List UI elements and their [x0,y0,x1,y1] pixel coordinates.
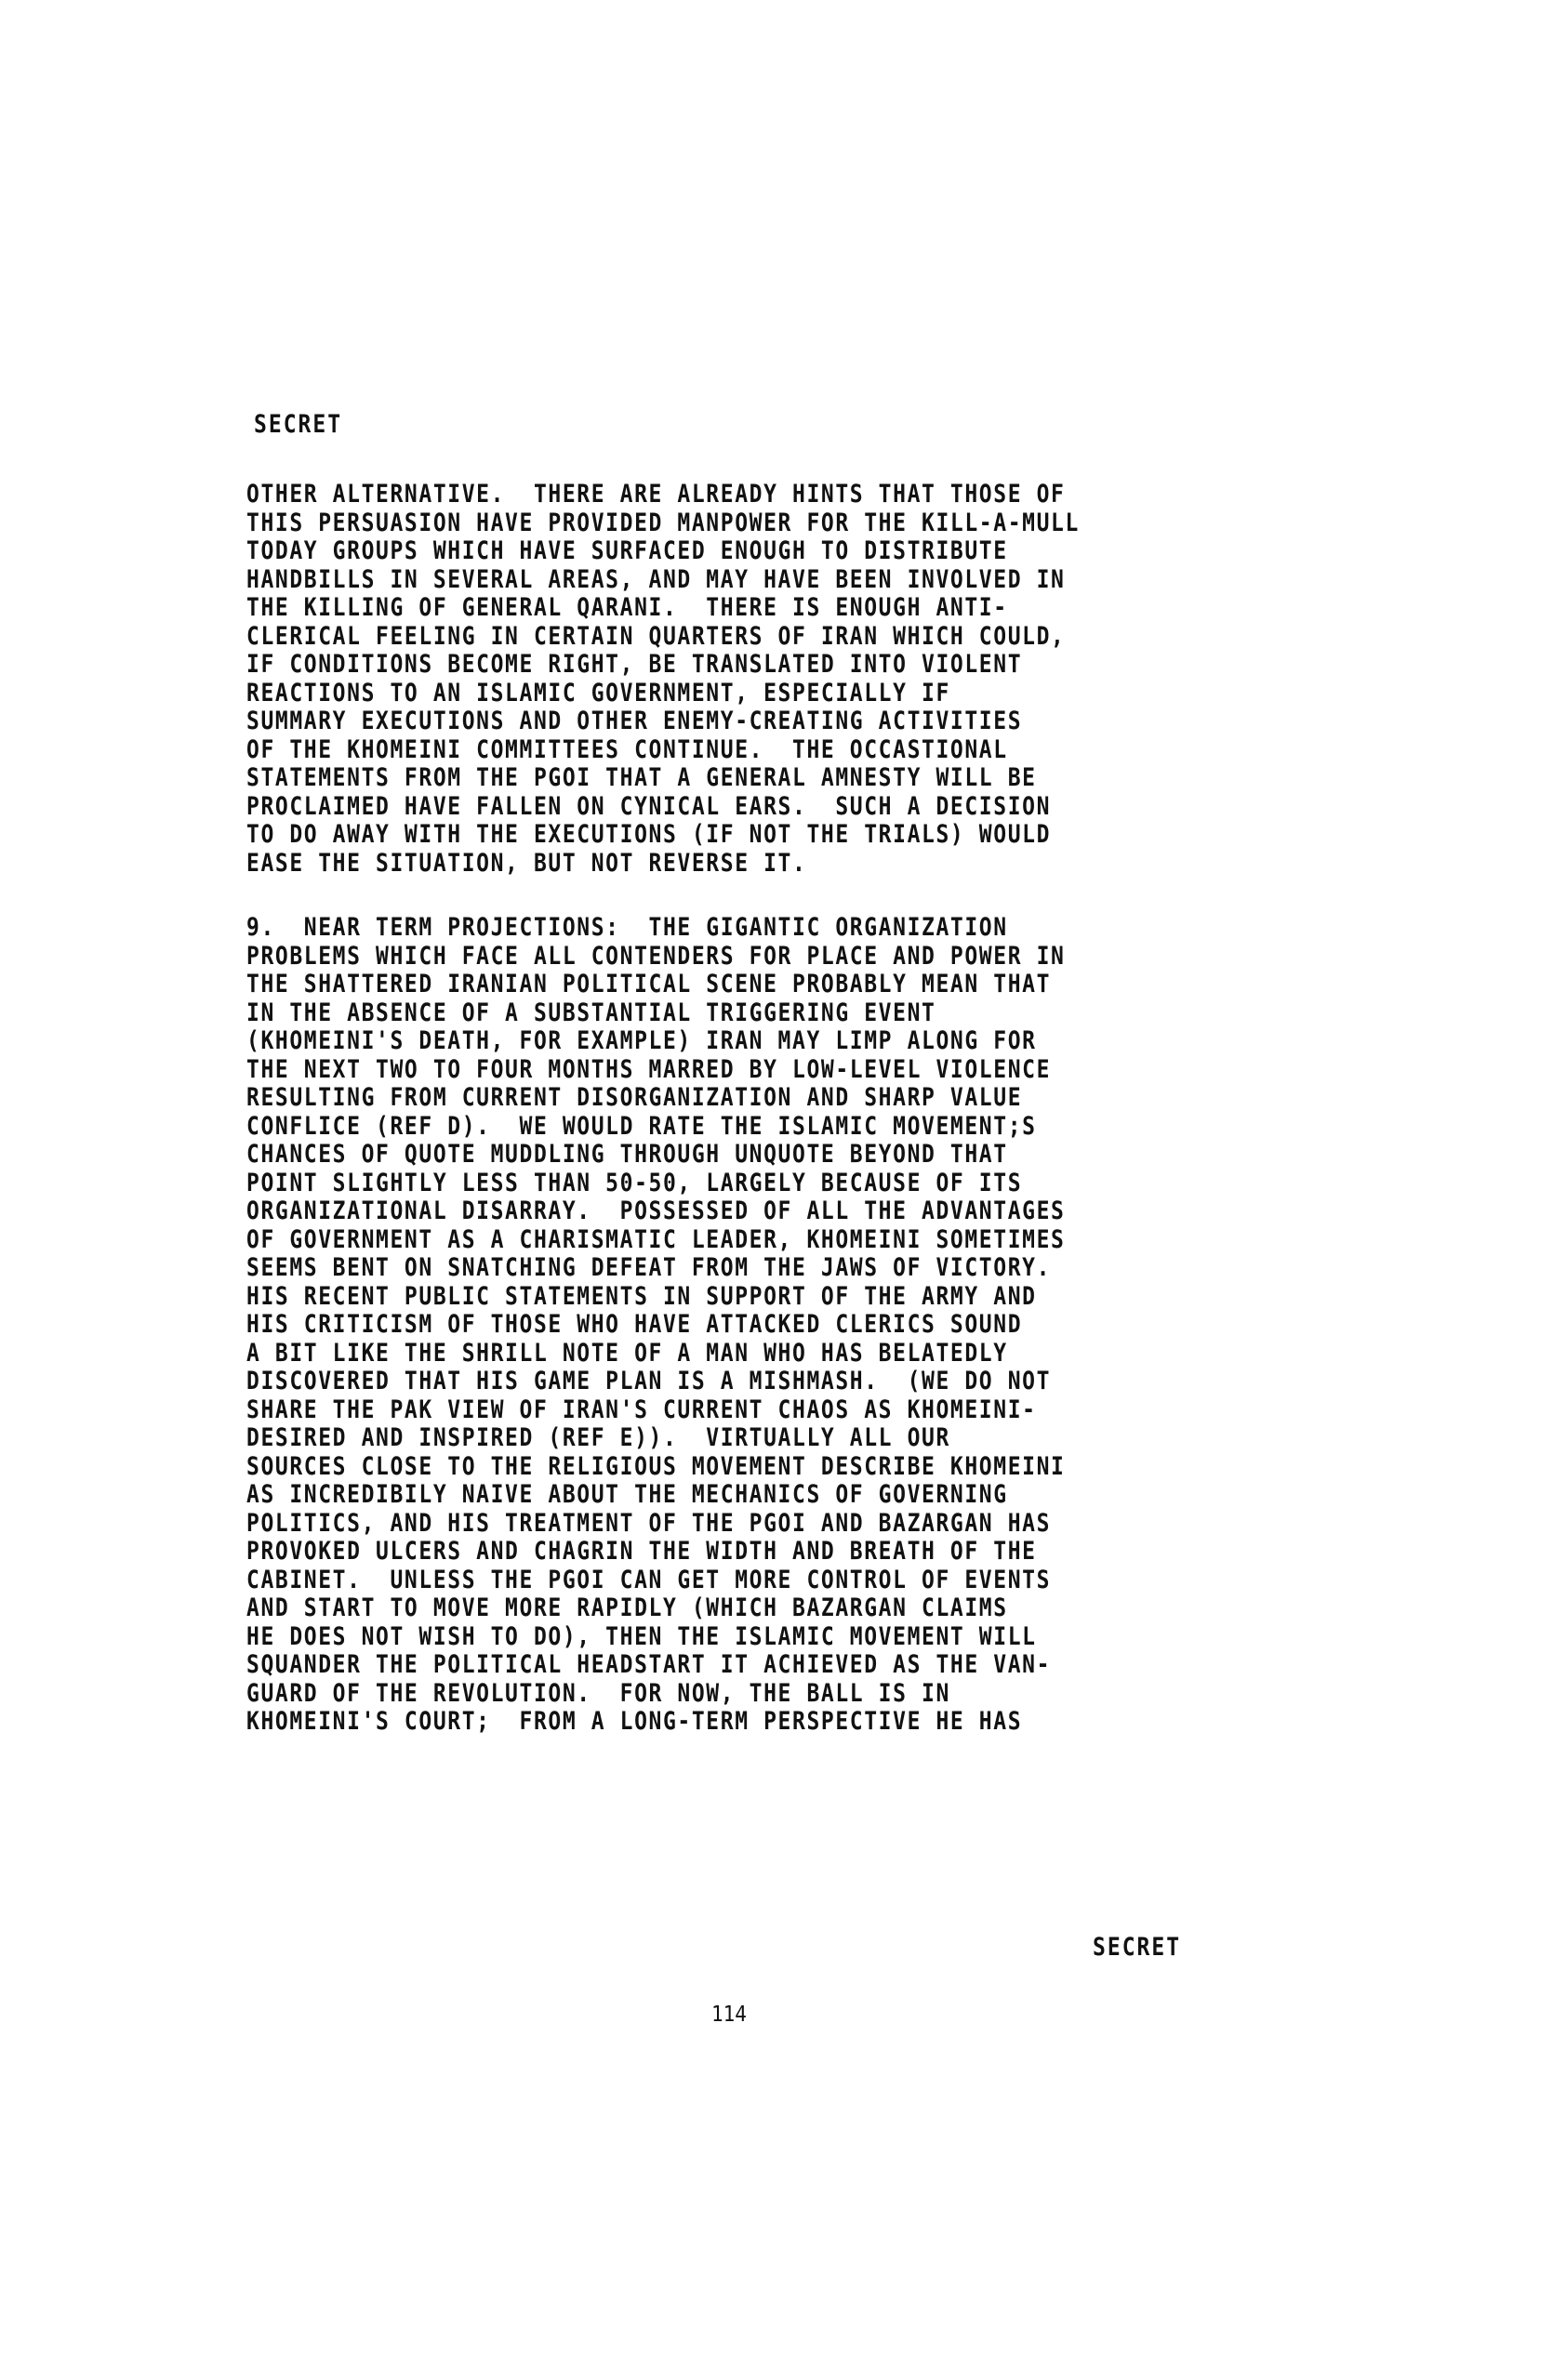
classification-header: SECRET [254,411,343,439]
text-line: DISCOVERED THAT HIS GAME PLAN IS A MISHMASH. (WE DO NOT [246,1368,1052,1395]
text-line: OF THE KHOMEINI COMMITTEES CONTINUE. THE OCCASTIONAL [246,735,1008,764]
text-line: CHANCES OF QUOTE MUDDLING THROUGH UNQUOTE BEYOND THAT [246,1141,1008,1169]
text-line: REACTIONS TO AN ISLAMIC GOVERNMENT, ESPECIALLY IF [246,679,950,707]
text-line: ORGANIZATIONAL DISARRAY. POSSESSED OF ALL THE ADVANTAGES [246,1197,1066,1225]
text-line: HIS RECENT PUBLIC STATEMENTS IN SUPPORT OF THE ARMY AND [246,1282,1037,1311]
text-line: SEEMS BENT ON SNATCHING DEFEAT FROM THE JAWS OF VICTORY. [246,1254,1052,1282]
paragraph-1 [246,481,1297,878]
text-line: POINT SLIGHTLY LESS THAN 50-50, LARGELY BECAUSE OF ITS [246,1169,1023,1197]
text-line: TODAY GROUPS WHICH HAVE SURFACED ENOUGH TO DISTRIBUTE [246,537,1008,565]
text-line: GUARD OF THE REVOLUTION. FOR NOW, THE BALL IS IN [246,1679,950,1708]
text-line: HIS CRITICISM OF THOSE WHO HAVE ATTACKED CLERICS SOUND [246,1311,1023,1339]
text-line: DESIRED AND INSPIRED (REF E)). VIRTUALLY ALL OUR [246,1424,950,1452]
text-line: SUMMARY EXECUTIONS AND OTHER ENEMY-CREATING ACTIVITIES [246,707,1023,735]
text-line: THE KILLING OF GENERAL QARANI. THERE IS ENOUGH ANTI- [246,594,1008,622]
text-line: RESULTING FROM CURRENT DISORGANIZATION AND SHARP VALUE [246,1084,1023,1112]
text-line: OTHER ALTERNATIVE. THERE ARE ALREADY HINTS THAT THOSE OF [246,481,1066,509]
text-line: SQUANDER THE POLITICAL HEADSTART IT ACHIEVED AS THE VAN- [246,1651,1052,1679]
text-line: AND START TO MOVE MORE RAPIDLY (WHICH BAZARGAN CLAIMS [246,1594,1008,1622]
text-line: SHARE THE PAK VIEW OF IRAN'S CURRENT CHAOS AS KHOMEINI- [246,1395,1037,1424]
text-line: THE SHATTERED IRANIAN POLITICAL SCENE PROBABLY MEAN THAT [246,971,1052,998]
text-line: 9. NEAR TERM PROJECTIONS: THE GIGANTIC ORGANIZATION [246,914,1008,942]
text-line: TO DO AWAY WITH THE EXECUTIONS (IF NOT THE TRIALS) WOULD [246,821,1052,849]
paragraph-2 [246,914,1297,1737]
text-line: KHOMEINI'S COURT; FROM A LONG-TERM PERSPECTIVE HE HAS [246,1708,1023,1736]
text-line: AS INCREDIBILY NAIVE ABOUT THE MECHANICS OF GOVERNING [246,1481,1008,1509]
text-line: PROVOKED ULCERS AND CHAGRIN THE WIDTH AND BREATH OF THE [246,1538,1037,1566]
text-line: EASE THE SITUATION, BUT NOT REVERSE IT. [246,849,807,878]
text-line: OF GOVERNMENT AS A CHARISMATIC LEADER, KHOMEINI SOMETIMES [246,1225,1066,1254]
text-line: IF CONDITIONS BECOME RIGHT, BE TRANSLATED INTO VIOLENT [246,651,1023,679]
text-line: THIS PERSUASION HAVE PROVIDED MANPOWER FOR THE KILL-A-MULL [246,509,1080,537]
text-line: PROCLAIMED HAVE FALLEN ON CYNICAL EARS. SUCH A DECISION [246,792,1052,821]
text-line: CLERICAL FEELING IN CERTAIN QUARTERS OF IRAN WHICH COULD, [246,622,1066,651]
text-line: POLITICS, AND HIS TREATMENT OF THE PGOI AND BAZARGAN HAS [246,1509,1052,1538]
classification-footer: SECRET [1093,1934,1182,1962]
text-line: SOURCES CLOSE TO THE RELIGIOUS MOVEMENT DESCRIBE KHOMEINI [246,1452,1066,1481]
text-line: A BIT LIKE THE SHRILL NOTE OF A MAN WHO HAS BELATEDLY [246,1339,1008,1368]
text-line: STATEMENTS FROM THE PGOI THAT A GENERAL AMNESTY WILL BE [246,764,1037,792]
text-line: CABINET. UNLESS THE PGOI CAN GET MORE CONTROL OF EVENTS [246,1566,1052,1594]
text-line: PROBLEMS WHICH FACE ALL CONTENDERS FOR PLACE AND POWER IN [246,942,1066,971]
text-line: IN THE ABSENCE OF A SUBSTANTIAL TRIGGERING EVENT [246,998,936,1027]
page-number: 114 [711,2002,747,2027]
text-line: HE DOES NOT WISH TO DO), THEN THE ISLAMIC MOVEMENT WILL [246,1622,1037,1651]
text-line: HANDBILLS IN SEVERAL AREAS, AND MAY HAVE BEEN INVOLVED IN [246,565,1066,594]
text-line: (KHOMEINI'S DEATH, FOR EXAMPLE) IRAN MAY LIMP ALONG FOR [246,1027,1037,1055]
text-line: THE NEXT TWO TO FOUR MONTHS MARRED BY LOW-LEVEL VIOLENCE [246,1055,1052,1084]
text-line: CONFLICE (REF D). WE WOULD RATE THE ISLAMIC MOVEMENT;S [246,1112,1037,1141]
